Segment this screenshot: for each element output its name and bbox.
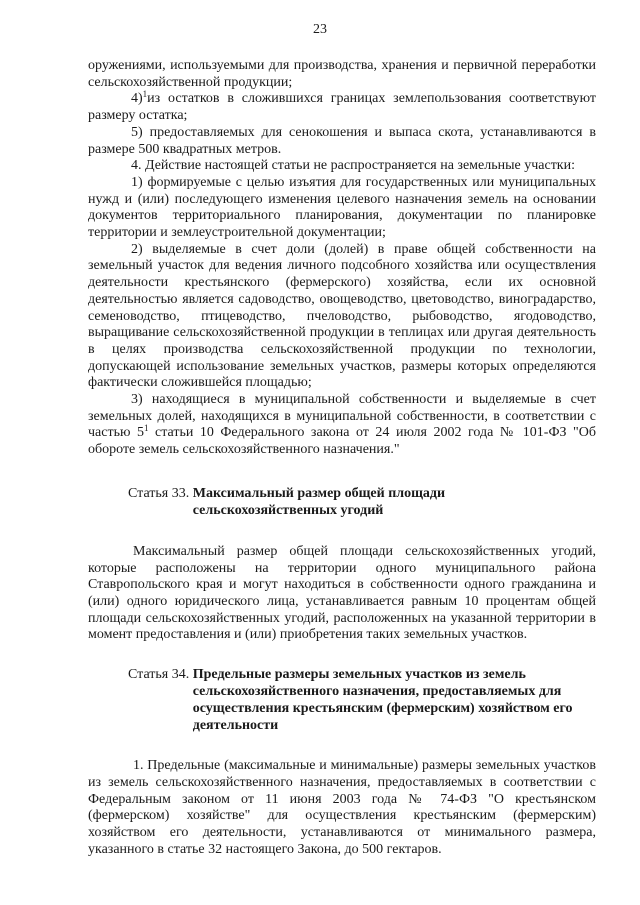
article-34-title: Предельные размеры земельных участков из земель сельскохозяйственного назначения, предоставляемых для осуществления крестьянским (фермерским) хозяйством его деятельности bbox=[192, 667, 573, 734]
exception-3-text: 3) находящиеся в муниципальной собственности и выделяемые в счет земельных долей, находящихся в муниципальной собственности, в соответствии с частью 5 bbox=[88, 392, 596, 441]
article-33-text: Максимальный размер общей площади сельскохозяйственных угодий, которые расположены на территории одного муниципального района Ставропольского края и могут находиться в собственности одного гражданина и (или) одного юридического лица, устанавливается равным 10 процентам общей площади сельскохозяйственных угодий, расположенных на указанной территории в момент предоставления и (или) приобретения таких земельных участков. bbox=[88, 543, 596, 643]
superscript: 1 bbox=[143, 423, 149, 434]
article-33-label: Статья 33. bbox=[128, 485, 193, 501]
exception-3-text-end: статьи 10 Федерального закона от 24 июля 2002 года № 101-ФЗ "Об обороте земель сельскохозяйственного назначения." bbox=[88, 425, 596, 458]
paragraph-item-4-1 bbox=[88, 91, 596, 124]
paragraph-part-4: 4. Действие настоящей статьи не распространяется на земельные участки: bbox=[131, 158, 575, 174]
paragraph-exception-2: 2) выделяемые в счет доли (долей) в праве общей собственности на земельный участок для ведения личного подсобного хозяйства или осуществления деятельности крестьянского (фермерского) хозяйства, если их основной деятельностью является садоводство, овощеводство, цветоводство, виноградарство, семеноводство, птицеводство, пчеловодство, рыбоводство, ягодоводство, выращивание сельскохозяйственной продукции в теплицах или другая деятельность в целях производства сельскохозяйственной продукции по технологии, допускающей использование земельных участков, размеры которых определяются фактически сложившейся площадью; bbox=[88, 241, 596, 391]
article-33-title: Максимальный размер общей площади сельскохозяйственных угодий bbox=[192, 485, 446, 518]
paragraph-exception-1: 1) формируемые с целью изъятия для государственных или муниципальных нужд и (или) последующего изменения целевого назначения земель на основании документов территориального планирования, документации по планировке территории и землеустроительной документации; bbox=[88, 174, 596, 241]
article-33-heading bbox=[88, 485, 596, 519]
paragraph-exception-3 bbox=[88, 392, 596, 459]
page-number: 23 bbox=[313, 22, 327, 37]
document-body bbox=[88, 58, 596, 858]
paragraph-item-5: 5) предоставляемых для сенокошения и выпаса скота, устанавливаются в размере 500 квадратных метров. bbox=[88, 124, 596, 157]
superscript: 1 bbox=[142, 89, 148, 100]
item-text: из остатков в сложившихся границах землепользования соответствуют размеру остатка; bbox=[88, 91, 596, 124]
item-number: 4) bbox=[131, 91, 143, 107]
paragraph-continuation: оружениями, используемыми для производства, хранения и первичной переработки сельскохозяйственной продукции; bbox=[88, 58, 596, 90]
article-34-text: 1. Предельные (максимальные и минимальные) размеры земельных участков из земель сельскохозяйственного назначения, предоставляемых в соответствии с Федеральным законом от 11 июня 2003 года № 74-ФЗ "О крестьянском (фермерском) хозяйстве" для осуществления крестьянским (фермерским) хозяйством его деятельности, устанавливаются от минимального размера, указанного в статье 32 настоящего Закона, до 500 гектаров. bbox=[88, 758, 596, 857]
article-34-label: Статья 34. bbox=[128, 667, 193, 683]
article-34-heading bbox=[88, 666, 596, 734]
